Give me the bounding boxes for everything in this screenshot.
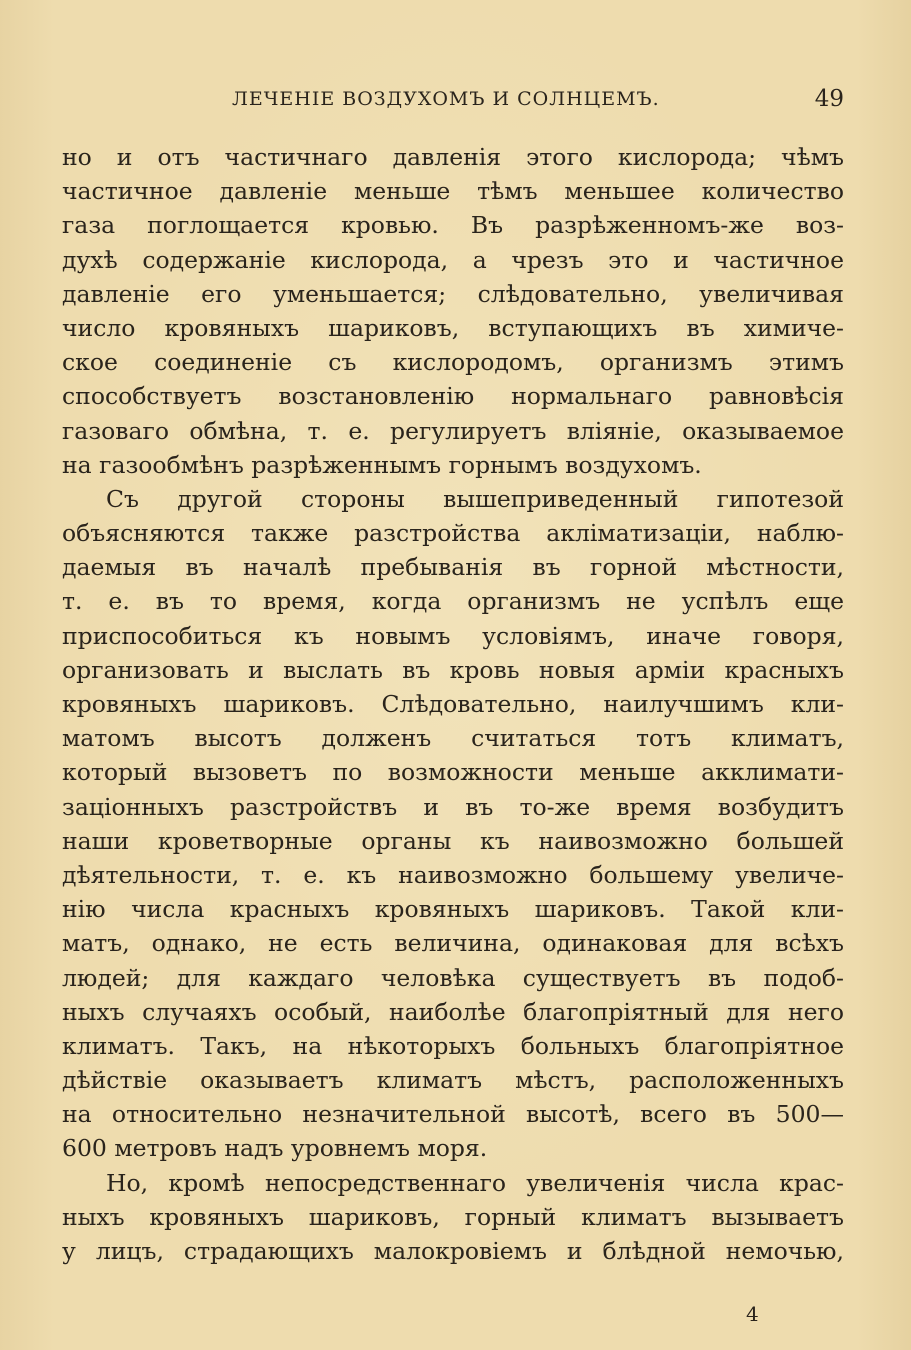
text-line: матомъ высотъ долженъ считаться тотъ климатъ,	[62, 724, 844, 753]
running-head	[62, 86, 844, 116]
text-line: заціонныхъ разстройствъ и въ то-же время возбудитъ	[62, 792, 844, 821]
text-line: ныхъ кровяныхъ шариковъ, горный климатъ вызываетъ	[62, 1202, 844, 1231]
signature-mark: 4	[746, 1302, 759, 1326]
text-line: который вызоветъ по возможности меньше акклимати-	[62, 758, 844, 787]
text-line: 600 метровъ надъ уровнемъ моря.	[62, 1134, 488, 1163]
text-line: климатъ. Такъ, на нѣкоторыхъ больныхъ благопріятное	[62, 1031, 844, 1060]
text-line: на газообмѣнъ разрѣженнымъ горнымъ воздухомъ.	[62, 450, 702, 479]
text-line: у лицъ, страдающихъ малокровіемъ и блѣдной немочью,	[62, 1237, 844, 1265]
text-line: дѣйствіе оказываетъ климатъ мѣстъ, расположенныхъ	[62, 1066, 844, 1095]
text-line: кровяныхъ шариковъ. Слѣдовательно, наилучшимъ кли-	[62, 690, 844, 718]
text-line: нію числа красныхъ кровяныхъ шариковъ. Такой кли-	[62, 895, 844, 924]
text-line: частичное давленіе меньше тѣмъ меньшее количество	[62, 177, 844, 206]
paragraph-first-line: Съ другой стороны вышеприведенный гипотезой	[106, 484, 844, 513]
page-number: 49	[814, 86, 844, 112]
text-line: дѣятельности, т. е. къ наивозможно большему увеличе-	[62, 860, 844, 889]
paragraph-first-line: Но, кромѣ непосредственнаго увеличенія числа крас-	[106, 1168, 844, 1197]
text-line: газоваго обмѣна, т. е. регулируетъ вліяніе, оказываемое	[62, 416, 844, 445]
text-line: на относительно незначительной высотѣ, всего въ 500—	[62, 1100, 844, 1129]
text-line: наши кроветворные органы къ наивозможно большей	[62, 826, 844, 855]
text-line: людей; для каждаго человѣка существуетъ въ подоб-	[62, 963, 844, 992]
text-line: способствуетъ возстановленію нормальнаго равновѣсія	[62, 382, 844, 411]
text-line: организовать и выслать въ кровь новыя арміи красныхъ	[62, 655, 844, 684]
text-line: давленіе его уменьшается; слѣдовательно, увеличивая	[62, 279, 844, 308]
text-line: приспособиться къ новымъ условіямъ, иначе говоря,	[62, 621, 844, 650]
text-line: но и отъ частичнаго давленія этого кислорода; чѣмъ	[62, 143, 844, 171]
text-line: матъ, однако, не есть величина, одинаковая для всѣхъ	[62, 929, 844, 958]
text-line: ское соединеніе съ кислородомъ, организмъ этимъ	[62, 348, 844, 377]
text-line: число кровяныхъ шариковъ, вступающихъ въ химиче-	[62, 313, 844, 342]
text-line: т. е. въ то время, когда организмъ не успѣлъ еще	[62, 587, 844, 616]
text-line: объясняются также разстройства акліматизаціи, наблю-	[62, 519, 844, 548]
text-line: даемыя въ началѣ пребыванія въ горной мѣстности,	[62, 553, 844, 582]
text-line: газа поглощается кровью. Въ разрѣженномъ-же воз-	[62, 211, 844, 240]
running-title: ЛЕЧЕНІЕ ВОЗДУХОМЪ И СОЛНЦЕМЪ.	[232, 88, 660, 110]
text-line: духѣ содержаніе кислорода, а чрезъ это и частичное	[62, 245, 844, 274]
body-text	[62, 140, 844, 1268]
text-line: ныхъ случаяхъ особый, наиболѣе благопріятный для него	[62, 997, 844, 1026]
